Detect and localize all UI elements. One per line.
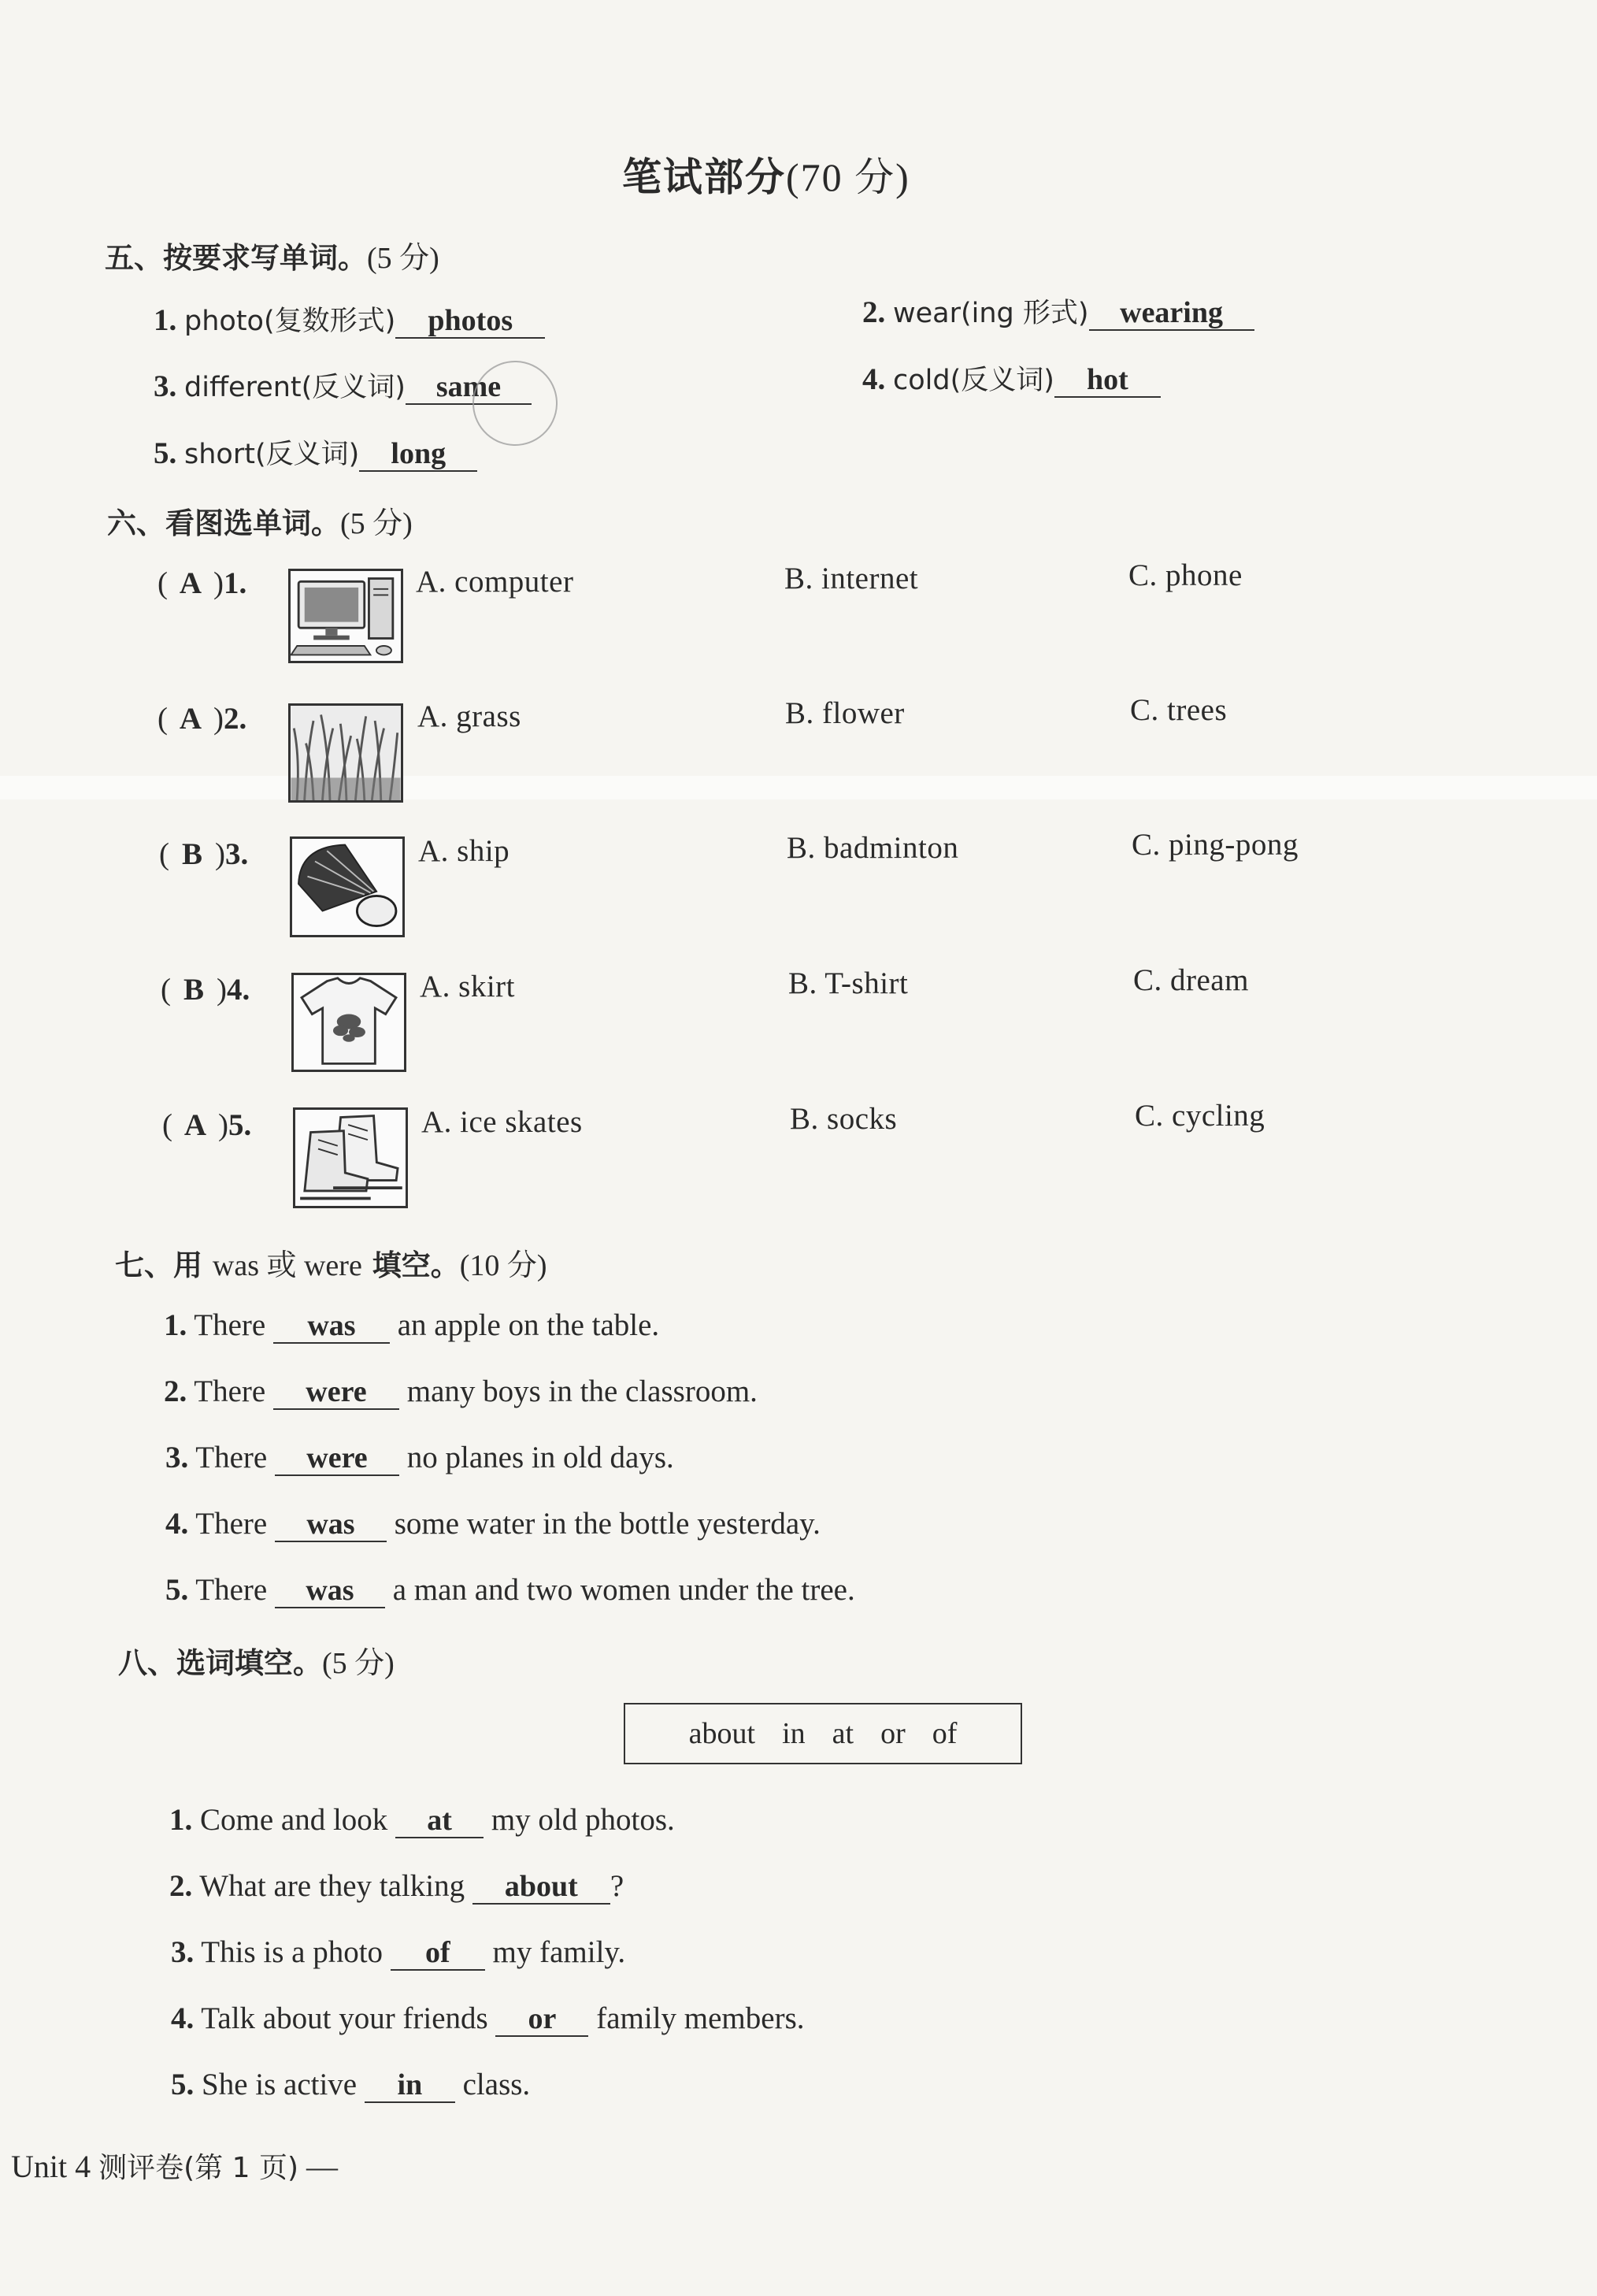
footer-dash: — — [306, 2149, 339, 2184]
item-number: 1. — [224, 566, 247, 600]
sentence-start: There — [195, 1507, 268, 1541]
word-bank-item: about — [688, 1717, 756, 1750]
section7-points: (10 分) — [459, 1249, 547, 1282]
answer-blank[interactable]: photos — [395, 306, 545, 339]
section5-heading — [105, 233, 439, 276]
section8-item-3 — [171, 1934, 625, 1971]
computer-icon — [291, 571, 401, 661]
item-number: 2. — [862, 295, 886, 329]
option-a[interactable]: A. ice skates — [421, 1105, 583, 1139]
sentence-end: some water in the bottle yesterday. — [394, 1507, 821, 1541]
sentence-end: class. — [462, 2068, 531, 2101]
answer-blank[interactable]: long — [359, 439, 477, 472]
option-b[interactable]: B. internet — [784, 562, 919, 595]
sentence-end: many boys in the classroom. — [406, 1374, 758, 1408]
section6-item-3: ( B )3. — [159, 837, 249, 871]
option-c[interactable]: C. phone — [1128, 558, 1243, 592]
answer-blank[interactable]: at — [395, 1805, 484, 1838]
answer-blank[interactable]: were — [275, 1443, 399, 1476]
shuttlecock-picture — [290, 836, 405, 937]
option-b[interactable]: B. socks — [790, 1102, 898, 1136]
sentence-start: She is active — [202, 2068, 358, 2101]
sentence-start: Come and look — [200, 1803, 388, 1837]
option-c[interactable]: C. dream — [1133, 963, 1249, 997]
answer-blank[interactable]: were — [273, 1377, 399, 1410]
sentence-start: This is a photo — [201, 1935, 384, 1969]
item-number: 2. — [224, 702, 247, 736]
section6-heading-text: 六、看图选单词。 — [107, 506, 340, 540]
section6-item-1: ( A )1. — [157, 566, 247, 600]
item-number: 3. — [225, 837, 249, 871]
sentence-start: There — [195, 1441, 268, 1474]
answer-blank[interactable]: or — [495, 2004, 588, 2037]
answer-choice[interactable]: A — [179, 702, 202, 736]
word-bank-item: of — [932, 1717, 958, 1750]
computer-picture — [288, 569, 403, 663]
tshirt-picture — [291, 973, 406, 1072]
shuttlecock-icon — [292, 839, 402, 935]
word-bank — [624, 1703, 1022, 1764]
word-bank-item: at — [832, 1717, 854, 1750]
section8-item-1 — [169, 1802, 675, 1838]
sentence-start: What are they talking — [199, 1869, 465, 1903]
answer-blank[interactable]: wearing — [1089, 298, 1254, 331]
item-number: 4. — [227, 973, 250, 1007]
word-bank-item: or — [880, 1717, 906, 1750]
section5-item-5 — [154, 432, 477, 472]
item-number: 2. — [169, 1869, 193, 1903]
section6-item-2: ( A )2. — [157, 702, 247, 736]
page-footer — [11, 2146, 338, 2186]
grass-picture — [288, 703, 403, 803]
sentence-start: Talk about your friends — [201, 2001, 488, 2035]
section7-item-1 — [164, 1307, 659, 1344]
sentence-end: no planes in old days. — [406, 1441, 674, 1474]
item-number: 4. — [171, 2001, 195, 2035]
answer-blank[interactable]: hot — [1054, 365, 1161, 398]
item-number: 3. — [154, 369, 177, 403]
option-b[interactable]: B. badminton — [787, 831, 959, 865]
section7-item-2 — [164, 1374, 758, 1410]
answer-blank[interactable]: was — [275, 1575, 385, 1608]
sentence-end: my old photos. — [491, 1803, 675, 1837]
sentence-start: There — [194, 1308, 266, 1342]
sentence-end: ? — [610, 1869, 624, 1903]
answer-choice[interactable]: A — [183, 1108, 207, 1142]
answer-choice[interactable]: A — [179, 566, 202, 600]
sentence-end: a man and two women under the tree. — [392, 1573, 855, 1607]
word-bank-item: in — [782, 1717, 806, 1750]
section8-item-2 — [169, 1868, 624, 1905]
section8-item-4 — [171, 2001, 805, 2037]
item-prompt: different(反义词) — [184, 372, 406, 403]
section6-item-4: ( B )4. — [161, 973, 250, 1007]
section5-heading-text: 五、按要求写单词。 — [105, 241, 367, 275]
item-prompt: cold(反义词) — [893, 365, 1054, 396]
title-points: (70 分) — [786, 155, 910, 199]
answer-blank[interactable]: of — [391, 1938, 485, 1971]
footer-label: 测评卷(第 1 页) — [98, 2152, 299, 2184]
sentence-end: my family. — [492, 1935, 626, 1969]
section7-heading — [115, 1241, 547, 1284]
ice-skates-icon — [295, 1110, 406, 1206]
answer-choice[interactable]: B — [183, 973, 204, 1007]
item-number: 5. — [228, 1108, 252, 1142]
item-number: 5. — [171, 2068, 195, 2101]
sentence-start: There — [194, 1374, 266, 1408]
item-prompt: wear(ing 形式) — [893, 298, 1089, 329]
item-number: 4. — [862, 362, 886, 396]
section5-points: (5 分) — [367, 242, 439, 275]
item-number: 3. — [165, 1441, 189, 1474]
section7-heading-pre: 七、用 — [115, 1248, 202, 1282]
option-a[interactable]: A. grass — [417, 699, 521, 733]
item-number: 3. — [171, 1935, 195, 1969]
scan-artifact — [0, 776, 1597, 799]
grass-icon — [291, 706, 401, 800]
item-number: 5. — [154, 436, 177, 470]
option-a[interactable]: A. skirt — [420, 970, 515, 1003]
item-number: 2. — [164, 1374, 187, 1408]
title-text: 笔试部分 — [622, 154, 786, 200]
section7-heading-mid: was 或 were — [212, 1249, 362, 1282]
footer-unit: Unit 4 — [11, 2149, 91, 2184]
answer-blank[interactable]: in — [365, 2070, 455, 2103]
item-prompt: photo(复数形式) — [184, 306, 396, 337]
option-b[interactable]: B. flower — [785, 696, 905, 730]
section8-heading-text: 八、选词填空。 — [118, 1646, 322, 1680]
option-a[interactable]: A. computer — [416, 565, 574, 599]
section7-heading-post: 填空。 — [372, 1248, 460, 1282]
item-number: 1. — [164, 1308, 187, 1342]
answer-choice[interactable]: B — [181, 837, 202, 871]
section6-item-5: ( A )5. — [162, 1108, 252, 1142]
section8-heading — [118, 1638, 395, 1682]
option-c[interactable]: C. trees — [1130, 693, 1228, 727]
answer-blank[interactable]: about — [472, 1871, 610, 1905]
option-b[interactable]: B. T-shirt — [788, 966, 909, 1000]
section7-item-4 — [165, 1506, 821, 1542]
item-number: 5. — [165, 1573, 189, 1607]
item-prompt: short(反义词) — [184, 439, 360, 470]
option-c[interactable]: C. cycling — [1135, 1099, 1265, 1133]
ice-skates-picture — [293, 1107, 408, 1208]
sentence-end: an apple on the table. — [397, 1308, 660, 1342]
section8-points: (5 分) — [322, 1647, 395, 1680]
tshirt-icon — [294, 975, 404, 1070]
section5-item-2 — [862, 291, 1254, 331]
option-a[interactable]: A. ship — [418, 834, 510, 868]
item-number: 4. — [165, 1507, 189, 1541]
section6-points: (5 分) — [340, 507, 413, 540]
answer-blank[interactable]: same — [406, 372, 532, 405]
sentence-end: family members. — [596, 2001, 805, 2035]
sentence-start: There — [195, 1573, 268, 1607]
section5-item-1 — [154, 299, 545, 339]
option-c[interactable]: C. ping-pong — [1132, 828, 1299, 862]
answer-blank[interactable]: was — [275, 1509, 387, 1542]
item-number: 1. — [169, 1803, 193, 1837]
section5-item-4 — [862, 358, 1161, 398]
page-title — [622, 146, 910, 202]
section7-item-5 — [165, 1572, 855, 1608]
answer-blank[interactable]: was — [273, 1311, 390, 1344]
section8-item-5 — [171, 2067, 530, 2103]
section7-item-3 — [165, 1440, 674, 1476]
item-number: 1. — [154, 303, 177, 337]
section6-heading — [107, 499, 413, 542]
